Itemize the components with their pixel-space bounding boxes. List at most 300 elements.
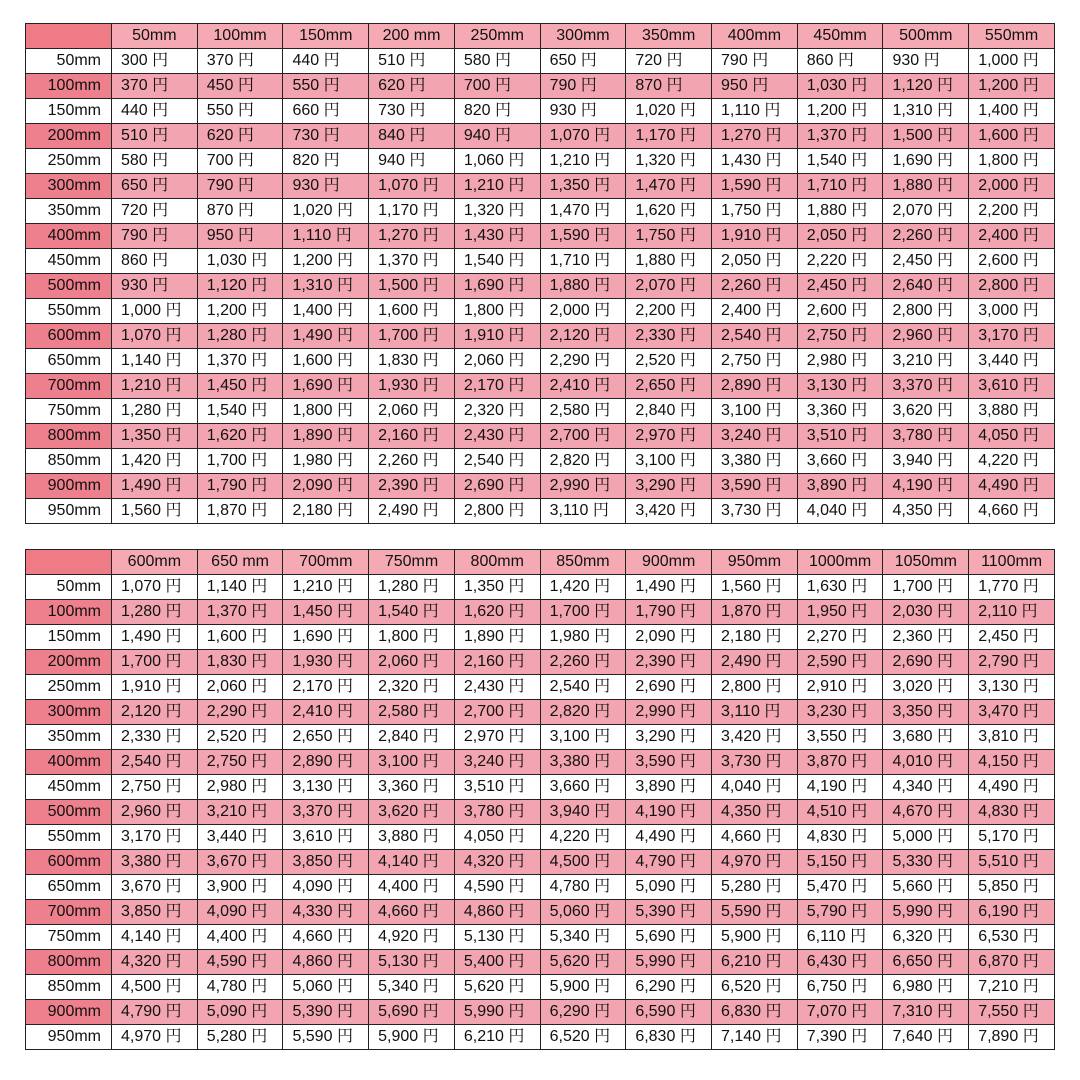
currency-yen: 円 (851, 302, 868, 319)
currency-yen: 円 (495, 102, 512, 119)
price-value: 1,020 (292, 202, 333, 219)
price-value: 2,540 (463, 452, 504, 469)
currency-yen: 円 (1022, 878, 1039, 895)
price-cell (197, 74, 283, 99)
currency-yen: 円 (666, 77, 683, 94)
price-cell (626, 675, 712, 700)
price-value: 6,320 (892, 928, 933, 945)
price-value: 3,850 (121, 903, 162, 920)
price-value: 2,750 (806, 327, 847, 344)
currency-yen: 円 (508, 352, 525, 369)
price-cell (283, 900, 369, 925)
price-value: 1,790 (635, 603, 676, 620)
currency-yen: 円 (594, 678, 611, 695)
price-value: 1,590 (721, 177, 762, 194)
price-value: 7,390 (806, 1028, 847, 1045)
price-cell (969, 600, 1055, 625)
price-cell (454, 725, 540, 750)
currency-yen: 円 (765, 978, 782, 995)
price-value: 2,070 (892, 202, 933, 219)
price-cell (112, 600, 198, 625)
currency-yen: 円 (679, 177, 696, 194)
currency-yen: 円 (936, 177, 953, 194)
price-value: 4,190 (635, 803, 676, 820)
price-value: 5,990 (463, 1003, 504, 1020)
currency-yen: 円 (508, 477, 525, 494)
currency-yen: 円 (936, 1003, 953, 1020)
table-row (26, 449, 1055, 474)
price-cell (454, 224, 540, 249)
currency-yen: 円 (1021, 603, 1038, 620)
currency-yen: 円 (336, 1003, 353, 1020)
price-cell (283, 74, 369, 99)
table-row (26, 875, 1055, 900)
currency-yen: 円 (508, 953, 525, 970)
currency-yen: 円 (422, 953, 439, 970)
price-value: 730 (292, 127, 320, 144)
currency-yen: 円 (851, 77, 868, 94)
price-value: 1,170 (378, 202, 419, 219)
price-value: 4,670 (892, 803, 933, 820)
currency-yen: 円 (765, 828, 782, 845)
currency-yen: 円 (152, 77, 169, 94)
price-cell (197, 274, 283, 299)
price-cell (712, 775, 798, 800)
currency-yen: 円 (409, 77, 426, 94)
currency-yen: 円 (508, 377, 525, 394)
currency-yen: 円 (679, 728, 696, 745)
currency-yen: 円 (251, 352, 268, 369)
price-value: 1,490 (292, 327, 333, 344)
price-cell (283, 324, 369, 349)
currency-yen: 円 (936, 928, 953, 945)
currency-yen: 円 (851, 152, 868, 169)
price-value: 2,540 (721, 327, 762, 344)
price-cell (883, 274, 969, 299)
price-cell (369, 975, 455, 1000)
currency-yen: 円 (336, 753, 353, 770)
currency-yen: 円 (936, 302, 953, 319)
currency-yen: 円 (580, 102, 597, 119)
currency-yen: 円 (422, 277, 439, 294)
price-value: 2,970 (635, 427, 676, 444)
currency-yen: 円 (765, 1028, 782, 1045)
price-cell (797, 600, 883, 625)
price-cell (969, 950, 1055, 975)
price-cell (283, 725, 369, 750)
price-cell (369, 274, 455, 299)
price-value: 1,270 (721, 127, 762, 144)
price-cell (197, 675, 283, 700)
currency-yen: 円 (508, 703, 525, 720)
currency-yen: 円 (936, 628, 953, 645)
currency-yen: 円 (936, 327, 953, 344)
currency-yen: 円 (251, 578, 268, 595)
currency-yen: 円 (1022, 803, 1039, 820)
price-value: 1,070 (121, 578, 162, 595)
currency-yen: 円 (851, 678, 868, 695)
currency-yen: 円 (409, 152, 426, 169)
price-cell (712, 750, 798, 775)
price-value: 2,050 (721, 252, 762, 269)
price-value: 1,280 (378, 578, 419, 595)
price-cell (797, 700, 883, 725)
currency-yen: 円 (765, 152, 782, 169)
currency-yen: 円 (336, 277, 353, 294)
currency-yen: 円 (323, 152, 340, 169)
currency-yen: 円 (1022, 277, 1039, 294)
currency-yen: 円 (851, 978, 868, 995)
currency-yen: 円 (679, 1003, 696, 1020)
currency-yen: 円 (765, 578, 782, 595)
price-value: 1,750 (635, 227, 676, 244)
price-cell (112, 775, 198, 800)
price-cell (197, 399, 283, 424)
price-value: 5,340 (549, 928, 590, 945)
currency-yen: 円 (336, 202, 353, 219)
price-cell (454, 600, 540, 625)
price-value: 1,870 (206, 502, 247, 519)
currency-yen: 円 (936, 953, 953, 970)
price-cell (969, 449, 1055, 474)
currency-yen: 円 (495, 77, 512, 94)
price-value: 4,010 (892, 753, 933, 770)
price-value: 3,110 (549, 502, 589, 519)
price-cell (969, 1000, 1055, 1025)
price-cell (626, 249, 712, 274)
price-value: 1,700 (378, 327, 419, 344)
currency-yen: 円 (765, 728, 782, 745)
currency-yen: 円 (1022, 1028, 1039, 1045)
price-cell (969, 1025, 1055, 1050)
price-value: 2,120 (121, 703, 162, 720)
table-row (26, 650, 1055, 675)
price-cell (197, 800, 283, 825)
currency-yen: 円 (336, 778, 353, 795)
price-cell (540, 299, 626, 324)
currency-yen: 円 (679, 928, 696, 945)
price-cell (883, 875, 969, 900)
price-cell (626, 474, 712, 499)
price-value: 5,660 (892, 878, 933, 895)
currency-yen: 円 (679, 978, 696, 995)
price-value: 1,420 (549, 578, 590, 595)
price-value: 2,060 (378, 653, 419, 670)
price-cell (626, 499, 712, 524)
price-cell (197, 900, 283, 925)
price-cell (712, 1025, 798, 1050)
price-cell (454, 950, 540, 975)
price-value: 2,070 (635, 277, 676, 294)
price-cell (369, 424, 455, 449)
currency-yen: 円 (251, 828, 268, 845)
row-header: 900mm (26, 474, 112, 499)
price-cell (626, 124, 712, 149)
currency-yen: 円 (765, 452, 782, 469)
price-cell (369, 900, 455, 925)
price-value: 4,660 (378, 903, 419, 920)
currency-yen: 円 (936, 753, 953, 770)
price-cell (283, 575, 369, 600)
price-value: 2,390 (378, 477, 419, 494)
currency-yen: 円 (765, 177, 782, 194)
price-cell (797, 650, 883, 675)
price-value: 3,780 (892, 427, 933, 444)
currency-yen: 円 (1022, 628, 1039, 645)
price-cell (369, 875, 455, 900)
price-cell (283, 49, 369, 74)
price-cell (197, 374, 283, 399)
price-cell (540, 625, 626, 650)
currency-yen: 円 (165, 878, 182, 895)
price-cell (797, 900, 883, 925)
price-cell (197, 224, 283, 249)
currency-yen: 円 (1022, 452, 1039, 469)
price-cell (540, 875, 626, 900)
table-row (26, 324, 1055, 349)
price-cell (540, 274, 626, 299)
currency-yen: 円 (936, 853, 953, 870)
price-value: 3,420 (635, 502, 676, 519)
price-value: 1,430 (721, 152, 762, 169)
price-cell (112, 74, 198, 99)
price-cell (369, 600, 455, 625)
price-cell (112, 800, 198, 825)
price-cell (969, 224, 1055, 249)
currency-yen: 円 (851, 327, 868, 344)
currency-yen: 円 (594, 728, 611, 745)
price-value: 1,200 (292, 252, 333, 269)
currency-yen: 円 (508, 628, 525, 645)
currency-yen: 円 (508, 327, 525, 344)
price-cell (112, 99, 198, 124)
price-cell (283, 650, 369, 675)
price-cell (626, 775, 712, 800)
column-header: 900mm (626, 550, 712, 575)
price-cell (112, 449, 198, 474)
price-cell (197, 575, 283, 600)
currency-yen: 円 (336, 853, 353, 870)
price-value: 4,330 (292, 903, 333, 920)
price-cell (883, 925, 969, 950)
price-value: 2,820 (549, 452, 590, 469)
price-value: 1,880 (892, 177, 933, 194)
price-cell (969, 49, 1055, 74)
price-cell (712, 124, 798, 149)
price-cell (883, 1000, 969, 1025)
row-header: 50mm (26, 575, 112, 600)
currency-yen: 円 (679, 127, 696, 144)
price-cell (712, 449, 798, 474)
price-value: 1,700 (206, 452, 247, 469)
price-value: 1,630 (806, 578, 847, 595)
price-cell (112, 474, 198, 499)
price-cell (369, 349, 455, 374)
price-cell (540, 199, 626, 224)
currency-yen: 円 (422, 678, 439, 695)
price-value: 860 (806, 52, 834, 69)
currency-yen: 円 (251, 252, 268, 269)
price-cell (112, 199, 198, 224)
currency-yen: 円 (765, 227, 782, 244)
currency-yen: 円 (336, 828, 353, 845)
price-cell (883, 725, 969, 750)
currency-yen: 円 (508, 828, 525, 845)
price-value: 6,290 (635, 978, 676, 995)
row-header: 200mm (26, 124, 112, 149)
price-value: 950 (206, 227, 234, 244)
currency-yen: 円 (1022, 853, 1039, 870)
column-header: 950mm (712, 550, 798, 575)
currency-yen: 円 (495, 127, 512, 144)
currency-yen: 円 (936, 427, 953, 444)
price-value: 2,450 (892, 252, 933, 269)
price-value: 3,130 (292, 778, 333, 795)
price-value: 1,270 (378, 227, 419, 244)
price-value: 1,690 (292, 628, 333, 645)
price-value: 650 (121, 177, 148, 194)
row-header: 650mm (26, 349, 112, 374)
currency-yen: 円 (1022, 52, 1039, 69)
price-cell (369, 199, 455, 224)
price-cell (540, 1025, 626, 1050)
price-value: 4,220 (549, 828, 590, 845)
price-cell (883, 675, 969, 700)
price-cell (626, 650, 712, 675)
currency-yen: 円 (237, 127, 254, 144)
currency-yen: 円 (336, 703, 353, 720)
price-cell (112, 925, 198, 950)
price-value: 3,620 (378, 803, 419, 820)
price-cell (454, 124, 540, 149)
price-cell (197, 174, 283, 199)
price-cell (283, 950, 369, 975)
price-cell (712, 424, 798, 449)
price-cell (369, 49, 455, 74)
currency-yen: 円 (165, 377, 182, 394)
price-value: 2,360 (892, 628, 933, 645)
currency-yen: 円 (765, 653, 782, 670)
currency-yen: 円 (1022, 1003, 1039, 1020)
price-cell (112, 149, 198, 174)
currency-yen: 円 (422, 853, 439, 870)
price-value: 700 (463, 77, 491, 94)
price-value: 2,520 (635, 352, 676, 369)
price-value: 3,610 (978, 377, 1019, 394)
price-cell (883, 775, 969, 800)
price-value: 3,350 (892, 703, 933, 720)
price-cell (197, 700, 283, 725)
price-cell (369, 800, 455, 825)
price-value: 4,190 (892, 477, 933, 494)
price-value: 3,440 (206, 828, 247, 845)
currency-yen: 円 (936, 252, 953, 269)
column-header: 850mm (540, 550, 626, 575)
currency-yen: 円 (165, 578, 182, 595)
price-value: 370 (206, 52, 234, 69)
price-cell (883, 224, 969, 249)
price-value: 4,660 (292, 928, 333, 945)
currency-yen: 円 (1022, 402, 1039, 419)
currency-yen: 円 (851, 728, 868, 745)
price-value: 2,430 (463, 678, 504, 695)
column-header: 300mm (540, 24, 626, 49)
price-cell (626, 449, 712, 474)
currency-yen: 円 (336, 327, 353, 344)
table-row (26, 99, 1055, 124)
price-cell (540, 700, 626, 725)
price-value: 1,700 (892, 578, 933, 595)
currency-yen: 円 (936, 678, 953, 695)
price-cell (197, 1025, 283, 1050)
currency-yen: 円 (765, 427, 782, 444)
currency-yen: 円 (422, 1028, 439, 1045)
price-value: 2,330 (121, 728, 162, 745)
price-value: 2,990 (549, 477, 590, 494)
table-row (26, 725, 1055, 750)
price-value: 3,100 (549, 728, 590, 745)
price-value: 2,800 (463, 502, 504, 519)
currency-yen: 円 (851, 427, 868, 444)
price-cell (712, 600, 798, 625)
price-value: 870 (635, 77, 663, 94)
currency-yen: 円 (936, 352, 953, 369)
currency-yen: 円 (508, 302, 525, 319)
currency-yen: 円 (594, 928, 611, 945)
currency-yen: 円 (679, 703, 696, 720)
price-cell (369, 575, 455, 600)
currency-yen: 円 (409, 127, 426, 144)
price-cell (454, 424, 540, 449)
price-value: 5,130 (378, 953, 419, 970)
price-cell (540, 124, 626, 149)
price-value: 4,150 (978, 753, 1019, 770)
currency-yen: 円 (508, 578, 525, 595)
column-header: 50mm (112, 24, 198, 49)
price-value: 790 (121, 227, 148, 244)
currency-yen: 円 (165, 678, 182, 695)
price-value: 3,850 (292, 853, 333, 870)
currency-yen: 円 (165, 653, 182, 670)
price-cell (626, 349, 712, 374)
currency-yen: 円 (765, 928, 782, 945)
currency-yen: 円 (936, 828, 953, 845)
currency-yen: 円 (679, 202, 696, 219)
currency-yen: 円 (594, 953, 611, 970)
currency-yen: 円 (495, 52, 512, 69)
price-cell (540, 224, 626, 249)
price-value: 1,700 (121, 653, 162, 670)
currency-yen: 円 (508, 502, 525, 519)
price-value: 1,350 (463, 578, 504, 595)
price-cell (540, 249, 626, 274)
currency-yen: 円 (679, 452, 696, 469)
price-value: 2,450 (978, 628, 1019, 645)
currency-yen: 円 (594, 377, 611, 394)
price-value: 1,540 (463, 252, 504, 269)
price-cell (369, 124, 455, 149)
price-value: 510 (121, 127, 148, 144)
price-value: 3,380 (721, 452, 762, 469)
price-value: 4,190 (806, 778, 847, 795)
price-cell (197, 424, 283, 449)
table-row (26, 675, 1055, 700)
table-row (26, 199, 1055, 224)
price-cell (712, 1000, 798, 1025)
price-cell (283, 374, 369, 399)
price-cell (540, 49, 626, 74)
price-cell (112, 700, 198, 725)
